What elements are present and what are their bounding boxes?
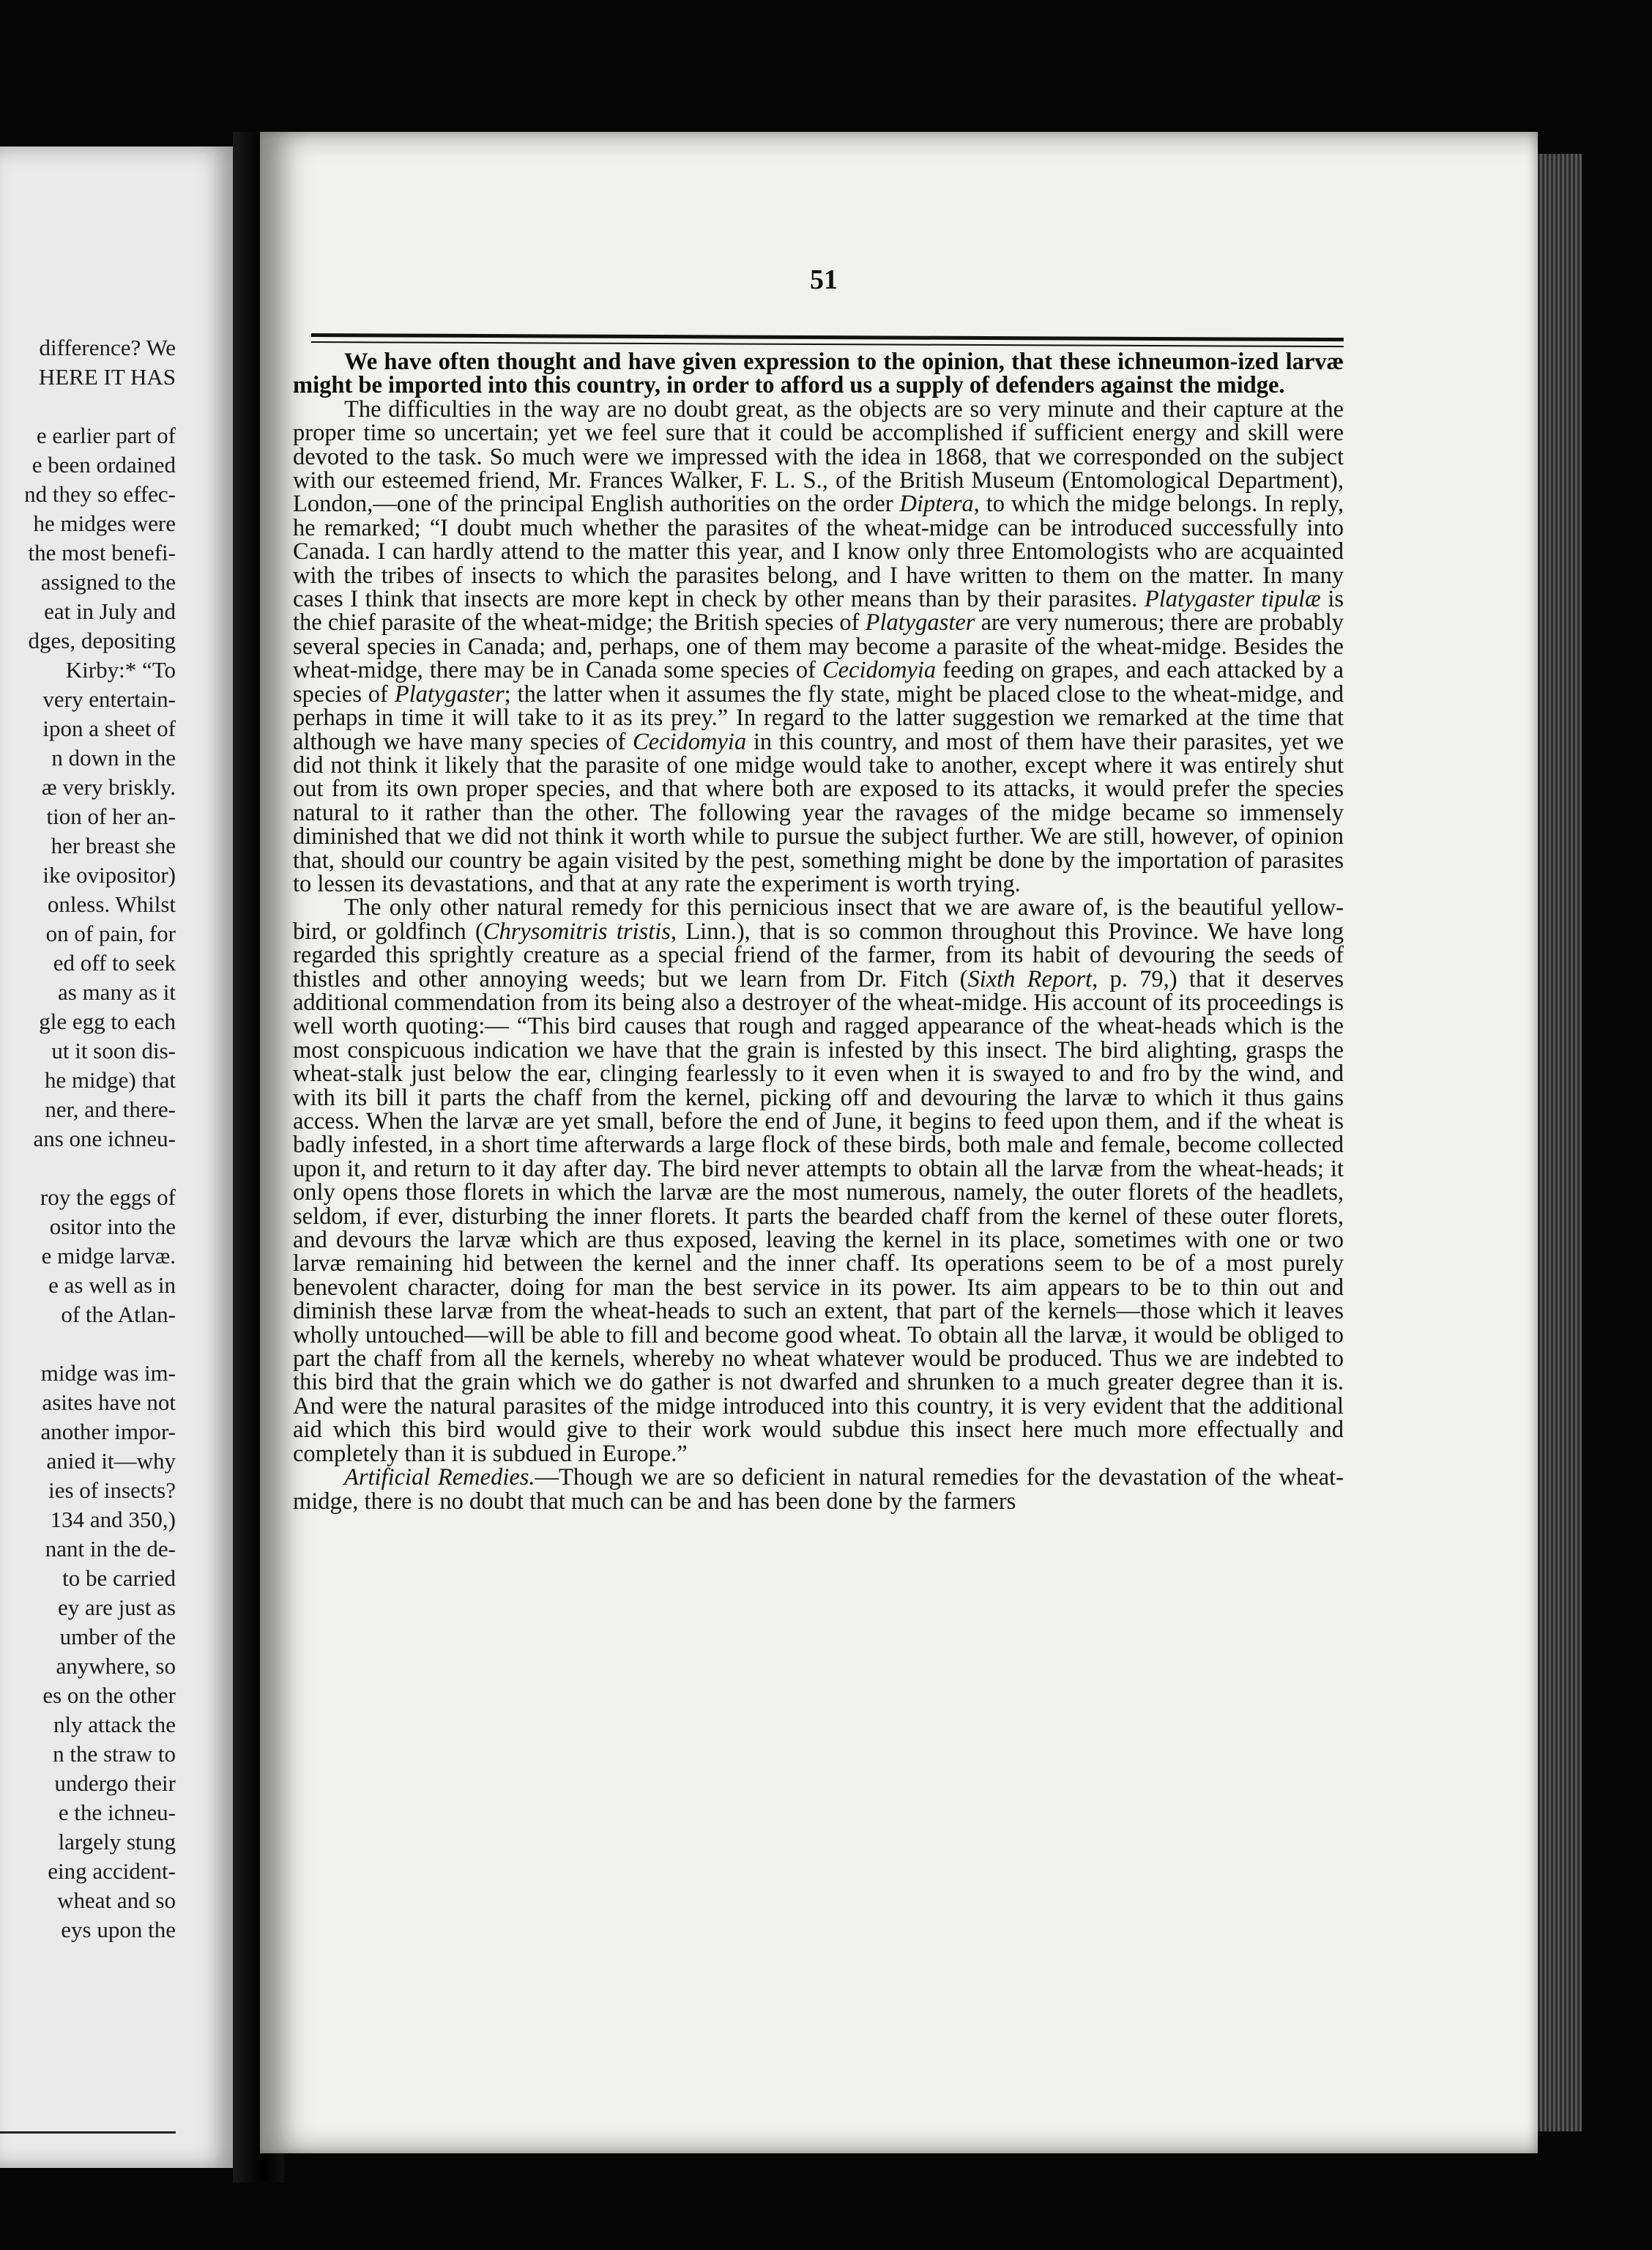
text-run: is the chief parasite of the wheat-midge; the British species of xyxy=(293,586,1344,636)
italic-term: Diptera xyxy=(899,491,974,518)
left-page-line: very entertain- xyxy=(42,686,176,712)
left-page-line: anied it—why xyxy=(46,1448,176,1474)
left-page-line: tion of her an- xyxy=(46,803,176,829)
left-page-line: n the straw to xyxy=(53,1741,176,1767)
left-page-line: anywhere, so xyxy=(56,1653,176,1679)
left-page-line xyxy=(0,1154,176,1183)
left-page-line: n down in the xyxy=(51,745,176,771)
left-page-line: he midges were xyxy=(33,510,176,536)
left-page-line: another impor- xyxy=(40,1419,176,1444)
left-page-line: eing accident- xyxy=(48,1858,176,1884)
left-page-line: asites have not xyxy=(42,1389,176,1415)
italic-term: Cecidomyia xyxy=(822,657,937,684)
left-page-line: as many as it xyxy=(58,979,176,1005)
left-page-line: onless. Whilst xyxy=(47,891,176,917)
italic-term: Platygaster xyxy=(865,609,975,636)
page-body-text xyxy=(293,350,1344,1513)
left-page-line: e been ordained xyxy=(31,452,176,478)
left-page-line: wheat and so xyxy=(57,1887,176,1913)
left-page-line: e the ichneu- xyxy=(58,1800,176,1825)
left-page-line: Kirby:* “To xyxy=(65,657,176,683)
left-page-text xyxy=(0,333,176,1945)
left-page-line: ies of insects? xyxy=(48,1477,176,1503)
left-page-line: ike ovipositor) xyxy=(42,862,176,888)
text-run: , Linn.), that is so common throughout this Province. We have long regarded this sprightly creature as a special friend of the farmer, from its habit of devouring the seeds of thistles and other annoying weeds; but we learn from Dr. Fitch ( xyxy=(293,918,1344,992)
text-run: , to which the midge belongs. In reply, he remarked; “I doubt much whether the parasites of the wheat-midge can be introduced successfully into Canada. I can hardly attend to the matter this year, and I know only three Entomologists who are acquainted with the tribes of insects to which the parasites belong, and I have written to them on the matter. In many cases I think that insects are more kept in check by other means than by their parasites. xyxy=(293,491,1344,613)
left-page-line: e midge larvæ. xyxy=(41,1243,176,1269)
left-page-line: difference? We xyxy=(39,335,176,360)
left-page-line: ed off to seek xyxy=(53,950,176,976)
left-page-line: e as well as in xyxy=(48,1272,176,1298)
italic-term: Cecidomyia xyxy=(632,728,747,755)
left-page-line xyxy=(0,392,176,421)
left-page-line: ut it soon dis- xyxy=(51,1038,176,1063)
left-page-line: of the Atlan- xyxy=(61,1302,176,1327)
left-page-line: nly attack the xyxy=(53,1712,176,1737)
left-page-line: nant in the de- xyxy=(45,1536,176,1562)
italic-term: Platygaster xyxy=(394,680,505,708)
paragraph xyxy=(293,896,1344,1466)
text-run: ; the latter when it assumes the fly state, might be placed close to the wheat-midge, and perhaps in time it will take to it as its prey.” In regard to the latter suggestion we remarked at the time that although we have many species of xyxy=(293,680,1344,755)
text-run: are very numerous; there are probably several species in Canada; and, perhaps, one of them may become a parasite of the wheat-midge. Besides the wheat-midge, there may be in Canada some species of xyxy=(293,609,1344,684)
page-number: 51 xyxy=(810,264,838,295)
italic-term: Sixth Report xyxy=(967,965,1093,992)
left-page-line: HERE IT HAS xyxy=(38,364,176,390)
page-edges xyxy=(1538,154,1582,2131)
left-page-line: on of pain, for xyxy=(45,921,176,946)
left-page-line: æ very briskly. xyxy=(41,774,176,800)
left-page-line: to be carried xyxy=(62,1565,176,1591)
left-page-line: 134 and 350,) xyxy=(50,1507,176,1532)
left-page-line: assigned to the xyxy=(40,569,176,595)
left-page-line: ipon a sheet of xyxy=(42,716,176,741)
left-page-line xyxy=(0,1329,176,1359)
left-page-rule xyxy=(0,2131,176,2134)
text-run: The difficulties in the way are no doubt great, as the objects are so very minute and their capture at the proper time so uncertain; yet we feel sure that it could be accomplished if sufficient energy and skill were devoted to the task. So much were we impressed with the idea in 1868, that we corresponded on the subject with our esteemed friend, Mr. Frances Walker, F. L. S., of the British Museum (Entomological Department), London,—one of the principal English authorities on the order xyxy=(293,396,1344,518)
text-run: feeding on grapes, and each attacked by a species of xyxy=(293,657,1344,708)
paragraph xyxy=(293,1466,1344,1513)
left-page-line: ey are just as xyxy=(58,1594,176,1620)
left-page-fragment xyxy=(0,146,233,2168)
left-page-line: undergo their xyxy=(54,1770,176,1796)
text-run: , p. 79,) that it deserves additional commendation from its being also a destroyer of the wheat-midge. His account of its proceedings is well worth quoting:— “This bird causes that rough and ragged appearance of the wheat-heads which is the most conspicuous indication we have that the grain is infested by this insect. The bird alighting, grasps the wheat-stalk just below the ear, clinging fearlessly to it even when it is swayed to and fro by the wind, and with its bill it parts the chaff from the kernel, picking off and devouring the larvæ to which it thus gains access. When the larvæ are yet small, before the end of June, it begins to feed upon them, and if the wheat is badly infested, in a short time afterwards a large flock of these birds, both male and female, become collected upon it, and return to it day after day. The bird never attempts to obtain all the larvæ from the wheat-heads; it only opens those florets in which the larvæ are the most numerous, namely, the outer florets of the headlets, seldom, if ever, disturbing the inner florets. It parts the bearded chaff from the kernel of these outer florets, and devours the larvæ which are thus exposed, leaving the kernel in its place, sometimes with one or two larvæ remaining hid between the kernel and the inner chaff. Its operations seem to be of a most purely benevolent character, doing for man the best service in its power. Its aim appears to be to thin out and diminish these larvæ from the wheat-heads to such an extent, that part of the kernels—those which it leaves wholly untouched—will be able to fill and become good wheat. To obtain all the larvæ, it would be obliged to part the chaff from all the kernels, whereby no wheat whatever would be produced. Thus we are indebted to this bird that the grain which we do gather is not dwarfed and shrunken to a much greater degree than it is. And were the natural parasites of the midge introduced into this country, it is very evident that the additional aid which this bird would give to their work would subdue this insect here much more effectually and completely than it is subdued in Europe.” xyxy=(293,965,1344,1467)
left-page-line: eys upon the xyxy=(61,1917,176,1942)
left-page-line: he midge) that xyxy=(44,1067,176,1093)
text-run: in this country, and most of them have their parasites, yet we did not think it likely that the parasite of one midge would take to another, except where it was entirely shut out from its own proper species, and that where both are exposed to its attacks, it would prefer the species natural to it rather than the other. The following year the ravages of the midge became so immensely diminished that we did not think it worth while to pursue the subject further. We are still, however, of opinion that, should our country be again visited by the pest, something might be done by the importation of parasites to lessen its devastations, and that at any rate the experiment is worth trying. xyxy=(293,728,1344,897)
left-page-line: largely stung xyxy=(58,1829,176,1854)
italic-term: Chrysomitris tristis xyxy=(483,918,671,945)
left-page-line: the most benefi- xyxy=(28,540,176,565)
text-run: The only other natural remedy for this pernicious insect that we are aware of, is the beautiful yellow-bird, or goldfinch ( xyxy=(293,894,1344,945)
paragraph xyxy=(293,350,1344,398)
left-page-line: roy the eggs of xyxy=(40,1184,176,1210)
italic-term: Artificial Remedies. xyxy=(344,1464,535,1491)
text-run: We have often thought and have given expression to the opinion, that these ichneumon-ized larvæ might be imported into this country, in order to afford us a supply of defenders against the midge. xyxy=(293,349,1344,399)
left-page-line: gle egg to each xyxy=(39,1009,176,1034)
left-page-line: ans one ichneu- xyxy=(33,1126,176,1151)
left-page-line: her breast she xyxy=(51,833,176,858)
left-page-line: e earlier part of xyxy=(36,423,176,448)
left-page-line: eat in July and xyxy=(44,598,176,624)
left-page-line: midge was im- xyxy=(40,1360,176,1386)
left-page-line: dges, depositing xyxy=(28,628,176,653)
left-page-line: nd they so effec- xyxy=(24,481,176,507)
left-page-line: es on the other xyxy=(42,1682,176,1708)
text-run: —Though we are so deficient in natural remedies for the devastation of the wheat-midge, there is no doubt that much can be and has been done by the farmers xyxy=(293,1464,1344,1515)
paragraph xyxy=(293,398,1344,896)
left-page-line: ositor into the xyxy=(49,1214,176,1239)
italic-term: Platygaster tipulæ xyxy=(1144,586,1321,613)
left-page-line: umber of the xyxy=(59,1624,176,1649)
left-page-line: ner, and there- xyxy=(45,1096,176,1122)
